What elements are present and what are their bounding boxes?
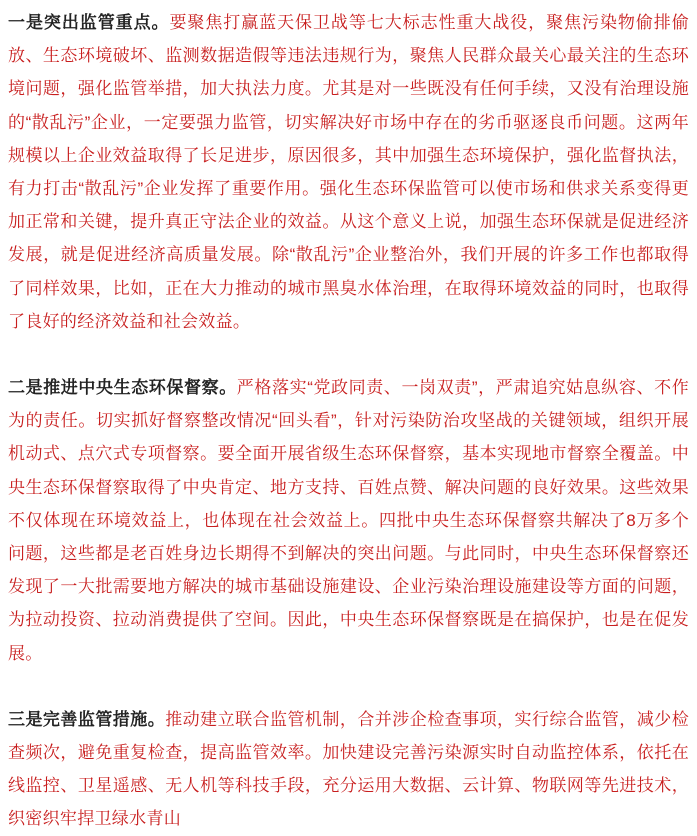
paragraph-body: 要聚焦打赢蓝天保卫战等七大标志性重大战役，聚焦污染物偷排偷放、生态环境破坏、监测数据造假等违法违规行为，聚焦人民群众最关心最关注的生态环境问题，强化监管举措，加大执法力度。尤其是对一些既没有任何手续，又没有治理设施的“散乱污”企业，一定要强力监管，切实解决好市场中存在的劣币驱逐良币问题。这两年规模以上企业效益取得了长足进步，原因很多，其中加强生态环境保护，强化监督执法，有力打击“散乱污”企业发挥了重要作用。强化生态环保监管可以使市场和供求关系变得更加正常和关键，提升真正守法企业的效益。从这个意义上说，加强生态环保就是促进经济发展，就是促进经济高质量发展。除“散乱污”企业整治外，我们开展的许多工作也都取得了同样效果，比如，正在大力推动的城市黑臭水体治理，在取得环境效益的同时，也取得了良好的经济效益和社会效益。 [8, 13, 690, 331]
paragraph-body: 推动建立联合监管机制，合并涉企检查事项，实行综合监管，减少检查频次，避免重复检查，提高监管效率。加快建设完善污染源实时自动监控体系，依托在线监控、卫星遥感、无人机等科技手段，充分运用大数据、云计算、物联网等先进技术，织密织牢捍卫绿水青山 [8, 709, 690, 829]
paragraph-lead: 一是突出监管重点。 [8, 13, 170, 32]
paragraph [8, 371, 689, 670]
paragraph-lead: 三是完善监管措施。 [8, 709, 166, 729]
paragraph [8, 6, 689, 338]
paragraph [8, 703, 689, 836]
paragraph-body: 严格落实“党政同责、一岗双责”，严肃追究姑息纵容、不作为的责任。切实抓好督察整改情况“回头看”，针对污染防治攻坚战的关键领域，组织开展机动式、点穴式专项督察。要全面开展省级生态环保督察，基本实现地市督察全覆盖。中央生态环保督察取得了中央肯定、地方支持、百姓点赞、解决问题的良好效果。这些效果不仅体现在环境效益上，也体现在社会效益上。四批中央生态环保督察共解决了8万多个问题，这些都是老百姓身边长期得不到解决的突出问题。与此同时，中央生态环保督察还发现了一大批需要地方解决的城市基础设施建设、企业污染治理设施建设等方面的问题，为拉动投资、拉动消费提供了空间。因此，中央生态环保督察既是在搞保护，也是在促发展。 [8, 378, 689, 663]
paragraph-lead: 二是推进中央生态环保督察。 [8, 378, 237, 398]
